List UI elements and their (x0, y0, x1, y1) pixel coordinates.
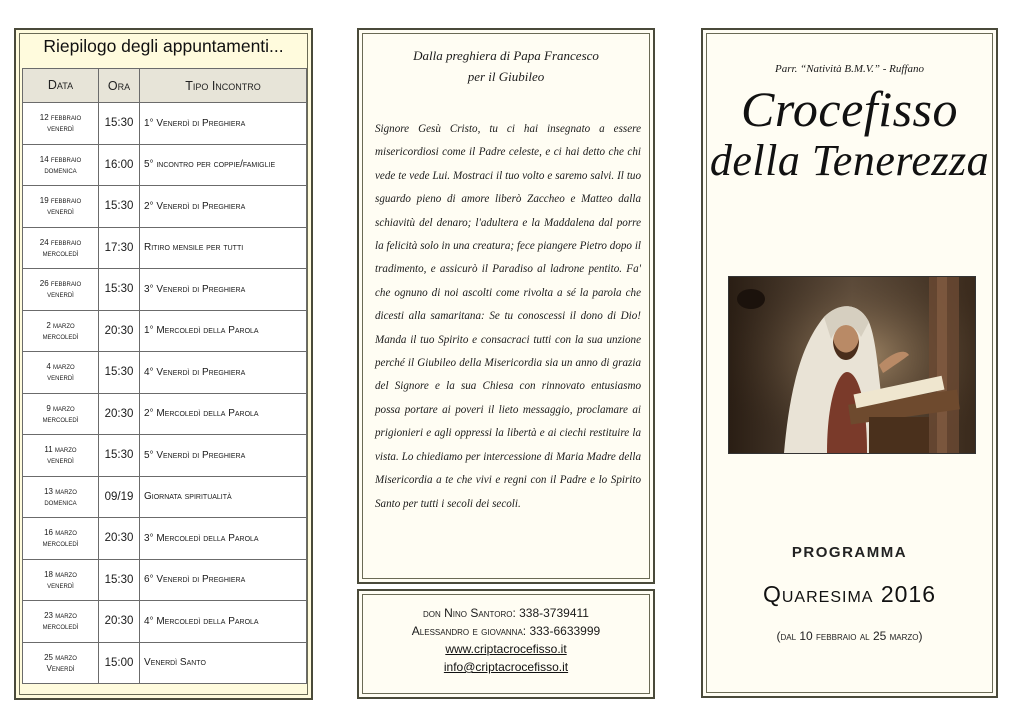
time-cell: 15:30 (99, 435, 140, 477)
header-tipo: Tipo Incontro (140, 69, 307, 103)
type-cell: 5° Venerdì di Preghiera (140, 435, 307, 477)
email-link[interactable]: info@criptacrocefisso.it (443, 660, 569, 674)
time-cell: 15:30 (99, 559, 140, 601)
type-cell: 4° Venerdì di Preghiera (140, 352, 307, 394)
date-cell: 4 marzo venerdì (23, 352, 99, 394)
contact-line-1: don Nino Santoro: 338-3739411 (423, 606, 589, 620)
date-cell: 2 marzo mercoledì (23, 310, 99, 352)
cover-panel (701, 28, 998, 698)
header-ora: Ora (99, 69, 140, 103)
schedule-header-row (23, 69, 307, 103)
prayer-heading-line2: per il Giubileo (467, 69, 545, 84)
table-row (23, 103, 307, 145)
table-row (23, 310, 307, 352)
time-cell: 09/19 (99, 476, 140, 518)
table-row (23, 393, 307, 435)
table-row (23, 352, 307, 394)
prayer-heading (359, 45, 653, 87)
table-row (23, 476, 307, 518)
type-cell: 2° Mercoledì della Parola (140, 393, 307, 435)
date-cell: 14 febbraio domenica (23, 144, 99, 186)
quaresima-title: Quaresima 2016 (762, 581, 937, 607)
time-cell: 15:30 (99, 103, 140, 145)
time-cell: 15:30 (99, 352, 140, 394)
type-cell: Giornata spiritualità (140, 476, 307, 518)
schedule-panel (14, 28, 313, 700)
website-link[interactable]: www.criptacrocefisso.it (445, 642, 567, 656)
contacts-panel (357, 589, 655, 699)
date-cell: 23 marzo mercoledì (23, 601, 99, 643)
table-row (23, 642, 307, 684)
schedule-table (22, 68, 307, 684)
time-cell: 20:30 (99, 310, 140, 352)
date-cell: 24 febbraio mercoledì (23, 227, 99, 269)
contact-line-2: Alessandro e giovanna: 333-6633999 (411, 624, 601, 638)
time-cell: 15:30 (99, 269, 140, 311)
type-cell: 3° Mercoledì della Parola (140, 518, 307, 560)
prayer-heading-line1: Dalla preghiera di Papa Francesco (413, 48, 599, 63)
date-cell: 12 febbraio venerdì (23, 103, 99, 145)
time-cell: 20:30 (99, 601, 140, 643)
table-row (23, 227, 307, 269)
type-cell: 6° Venerdì di Preghiera (140, 559, 307, 601)
time-cell: 20:30 (99, 393, 140, 435)
jesus-reading-scroll-picture (728, 276, 976, 454)
time-cell: 16:00 (99, 144, 140, 186)
type-cell: 3° Venerdì di Preghiera (140, 269, 307, 311)
prayer-text: Signore Gesù Cristo, tu ci hai insegnato a essere misericordiosi come il Padre celeste, e ci hai detto che chi vede te vede Lui. Mostraci il tuo volto e saremo salvi. Il tuo sguardo pieno di amore liberò Zaccheo e Matteo dalla schiavitù del denaro; l'adultera e la Maddalena dal porre la felicità solo in una creatura; fece piangere Pietro dopo il tradimento, e assicurò il Paradiso al ladrone pentito. Fa' che ognuno di noi ascolti come rivolta a sé la parola che dicesti alla samaritana: Se tu conoscessi il dono di Dio! Manda il tuo Spirito e consacraci tutti con la sua unzione perché il Giubileo della Misericordia sia un anno di grazia del Signore e la sua Chiesa con rinnovato entusiasmo possa portare ai poveri il lieto messaggio, proclamare ai prigionieri e agli oppressi la libertà e ai ciechi restituire la vista. Lo chiediamo per intercessione di Maria Madre della Misericordia a te che vivi e regni con il Padre e lo Spirito Santo per tutti i secoli dei secoli. (375, 123, 641, 510)
type-cell: 5° incontro per coppie/famiglie (140, 144, 307, 186)
date-cell: 16 marzo mercoledì (23, 518, 99, 560)
time-cell: 15:00 (99, 642, 140, 684)
date-cell: 11 marzo venerdì (23, 435, 99, 477)
time-cell: 17:30 (99, 227, 140, 269)
header-data: Data (23, 69, 99, 103)
cover-title-line2: della Tenerezza (709, 136, 990, 185)
time-cell: 20:30 (99, 518, 140, 560)
cover-title-line1: Crocefisso (740, 81, 959, 137)
date-cell: 18 marzo venerdì (23, 559, 99, 601)
parish-name: Parr. “Natività B.M.V.” - Ruffano (775, 63, 924, 75)
date-range: (dal 10 febbraio al 25 marzo) (776, 629, 923, 643)
date-cell: 26 febbraio venerdì (23, 269, 99, 311)
type-cell: 1° Mercoledì della Parola (140, 310, 307, 352)
prayer-panel (357, 28, 655, 584)
date-cell: 13 marzo domenica (23, 476, 99, 518)
table-row (23, 435, 307, 477)
type-cell: Venerdì Santo (140, 642, 307, 684)
cover-illustration (729, 277, 975, 453)
table-row (23, 269, 307, 311)
table-row (23, 601, 307, 643)
type-cell: 4° Mercoledì della Parola (140, 601, 307, 643)
date-cell: 9 marzo mercoledì (23, 393, 99, 435)
table-row (23, 144, 307, 186)
table-row (23, 559, 307, 601)
time-cell: 15:30 (99, 186, 140, 228)
date-cell: 25 marzo Venerdì (23, 642, 99, 684)
schedule-title: Riepilogo degli appuntamenti... (43, 36, 284, 56)
schedule-body (23, 103, 307, 684)
type-cell: Ritiro mensile per tutti (140, 227, 307, 269)
type-cell: 2° Venerdì di Preghiera (140, 186, 307, 228)
table-row (23, 186, 307, 228)
date-cell: 19 febbraio venerdì (23, 186, 99, 228)
type-cell: 1° Venerdì di Preghiera (140, 103, 307, 145)
table-row (23, 518, 307, 560)
programma-label: PROGRAMMA (791, 544, 908, 561)
contacts-block (359, 604, 653, 676)
